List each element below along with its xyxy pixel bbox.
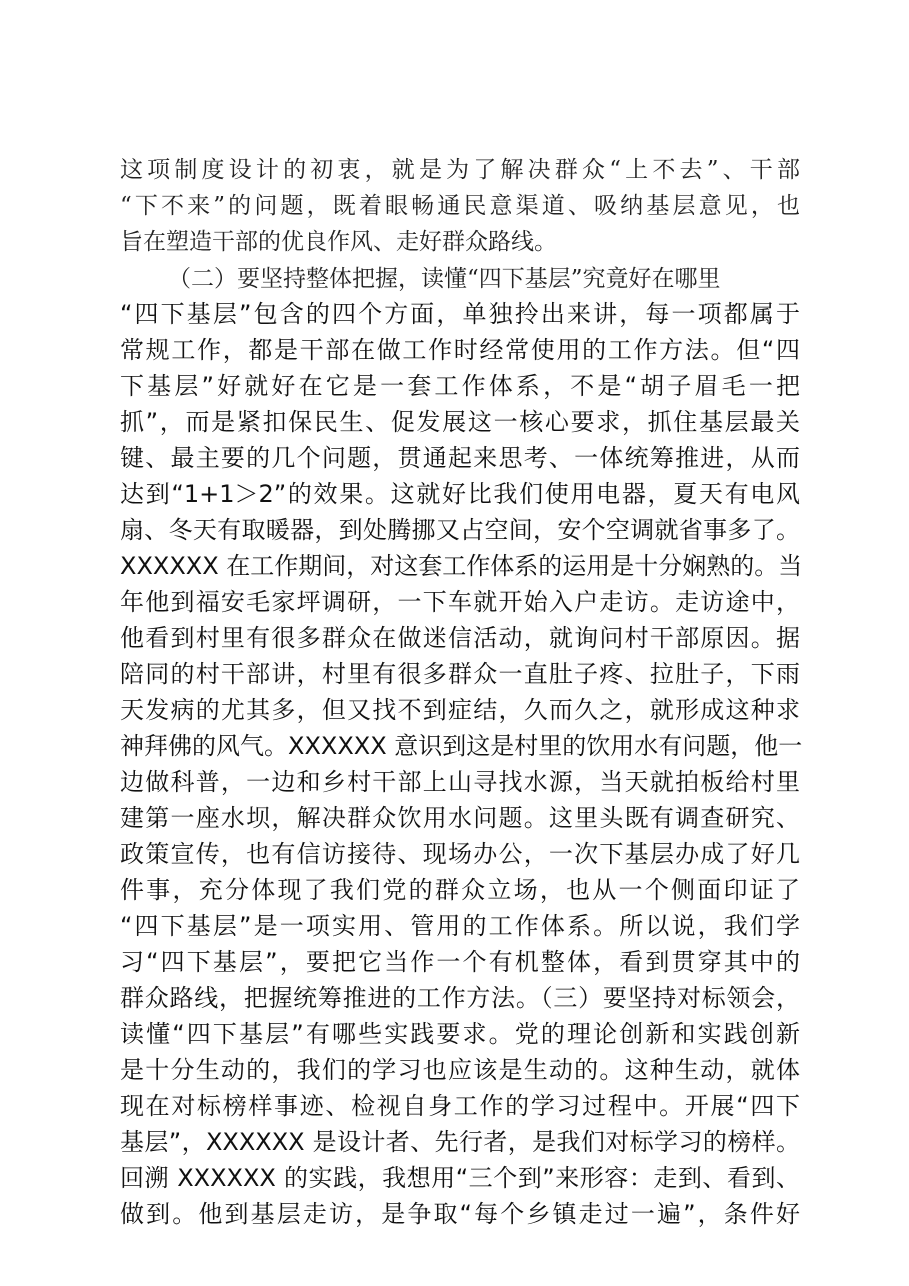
text-line: 建第一座水坝，解决群众饮用水问题。这里头既有调查研究、: [120, 804, 800, 832]
text-line: 他看到村里有很多群众在做迷信活动，就询问村干部原因。据: [120, 624, 800, 652]
text-line: 群众路线，把握统筹推进的工作方法。（三）要坚持对标领会，: [120, 984, 800, 1012]
text-line: 基层”，XXXXXX 是设计者、先行者，是我们对标学习的榜样。: [120, 1128, 800, 1156]
text-line: 回溯 XXXXXX 的实践，我想用“三个到”来形容：走到、看到、: [120, 1164, 800, 1192]
text-line: XXXXXX 在工作期间，对这套工作体系的运用是十分娴熟的。当: [120, 552, 803, 580]
text-line: 抓”，而是紧扣保民生、促发展这一核心要求，抓住基层最关: [120, 408, 800, 436]
text-line: 现在对标榜样事迹、检视自身工作的学习过程中。开展“四下: [120, 1092, 800, 1120]
text-line: 下基层”好就好在它是一套工作体系，不是“胡子眉毛一把: [120, 372, 800, 400]
text-line: 扇、冬天有取暖器，到处腾挪又占空间，安个空调就省事多了。: [120, 516, 800, 544]
text-line: “下不来”的问题，既着眼畅通民意渠道、吸纳基层意见，也: [120, 193, 800, 219]
text-line: 读懂“四下基层”有哪些实践要求。党的理论创新和实践创新: [120, 1020, 800, 1048]
text-line: 年他到福安毛家坪调研，一下车就开始入户走访。走访途中，: [120, 588, 800, 616]
section-heading: （二）要坚持整体把握，读懂“四下基层”究竟好在哪里: [168, 266, 721, 292]
text-line: 常规工作，都是干部在做工作时经常使用的工作方法。但“四: [120, 336, 800, 364]
text-line: 旨在塑造干部的优良作风、走好群众路线。: [120, 229, 557, 255]
text-line: 习“四下基层”，要把它当作一个有机整体，看到贯穿其中的: [120, 948, 800, 976]
text-line: 天发病的尤其多，但又找不到症结，久而久之，就形成这种求: [120, 696, 800, 724]
text-line: “四下基层”是一项实用、管用的工作体系。所以说，我们学: [120, 912, 800, 940]
text-line: 做到。他到基层走访，是争取“每个乡镇走过一遍”，条件好: [120, 1200, 800, 1228]
text-line: 键、最主要的几个问题，贯通起来思考、一体统筹推进，从而: [120, 444, 800, 472]
text-line: “四下基层”包含的四个方面，单独拎出来讲，每一项都属于: [120, 300, 800, 328]
text-line: 是十分生动的，我们的学习也应该是生动的。这种生动，就体: [120, 1056, 800, 1084]
text-line: 陪同的村干部讲，村里有很多群众一直肚子疼、拉肚子，下雨: [120, 660, 800, 688]
text-line: 神拜佛的风气。XXXXXX 意识到这是村里的饮用水有问题，他一: [120, 732, 803, 760]
text-line: 达到“1+1＞2”的效果。这就好比我们使用电器，夏天有电风: [120, 480, 800, 508]
text-line: 政策宣传，也有信访接待、现场办公，一次下基层办成了好几: [120, 840, 800, 868]
text-line: 边做科普，一边和乡村干部上山寻找水源，当天就拍板给村里: [120, 768, 800, 796]
text-line: 这项制度设计的初衷，就是为了解决群众“上不去”、干部: [120, 157, 800, 183]
text-line: 件事，充分体现了我们党的群众立场，也从一个侧面印证了: [120, 876, 800, 904]
